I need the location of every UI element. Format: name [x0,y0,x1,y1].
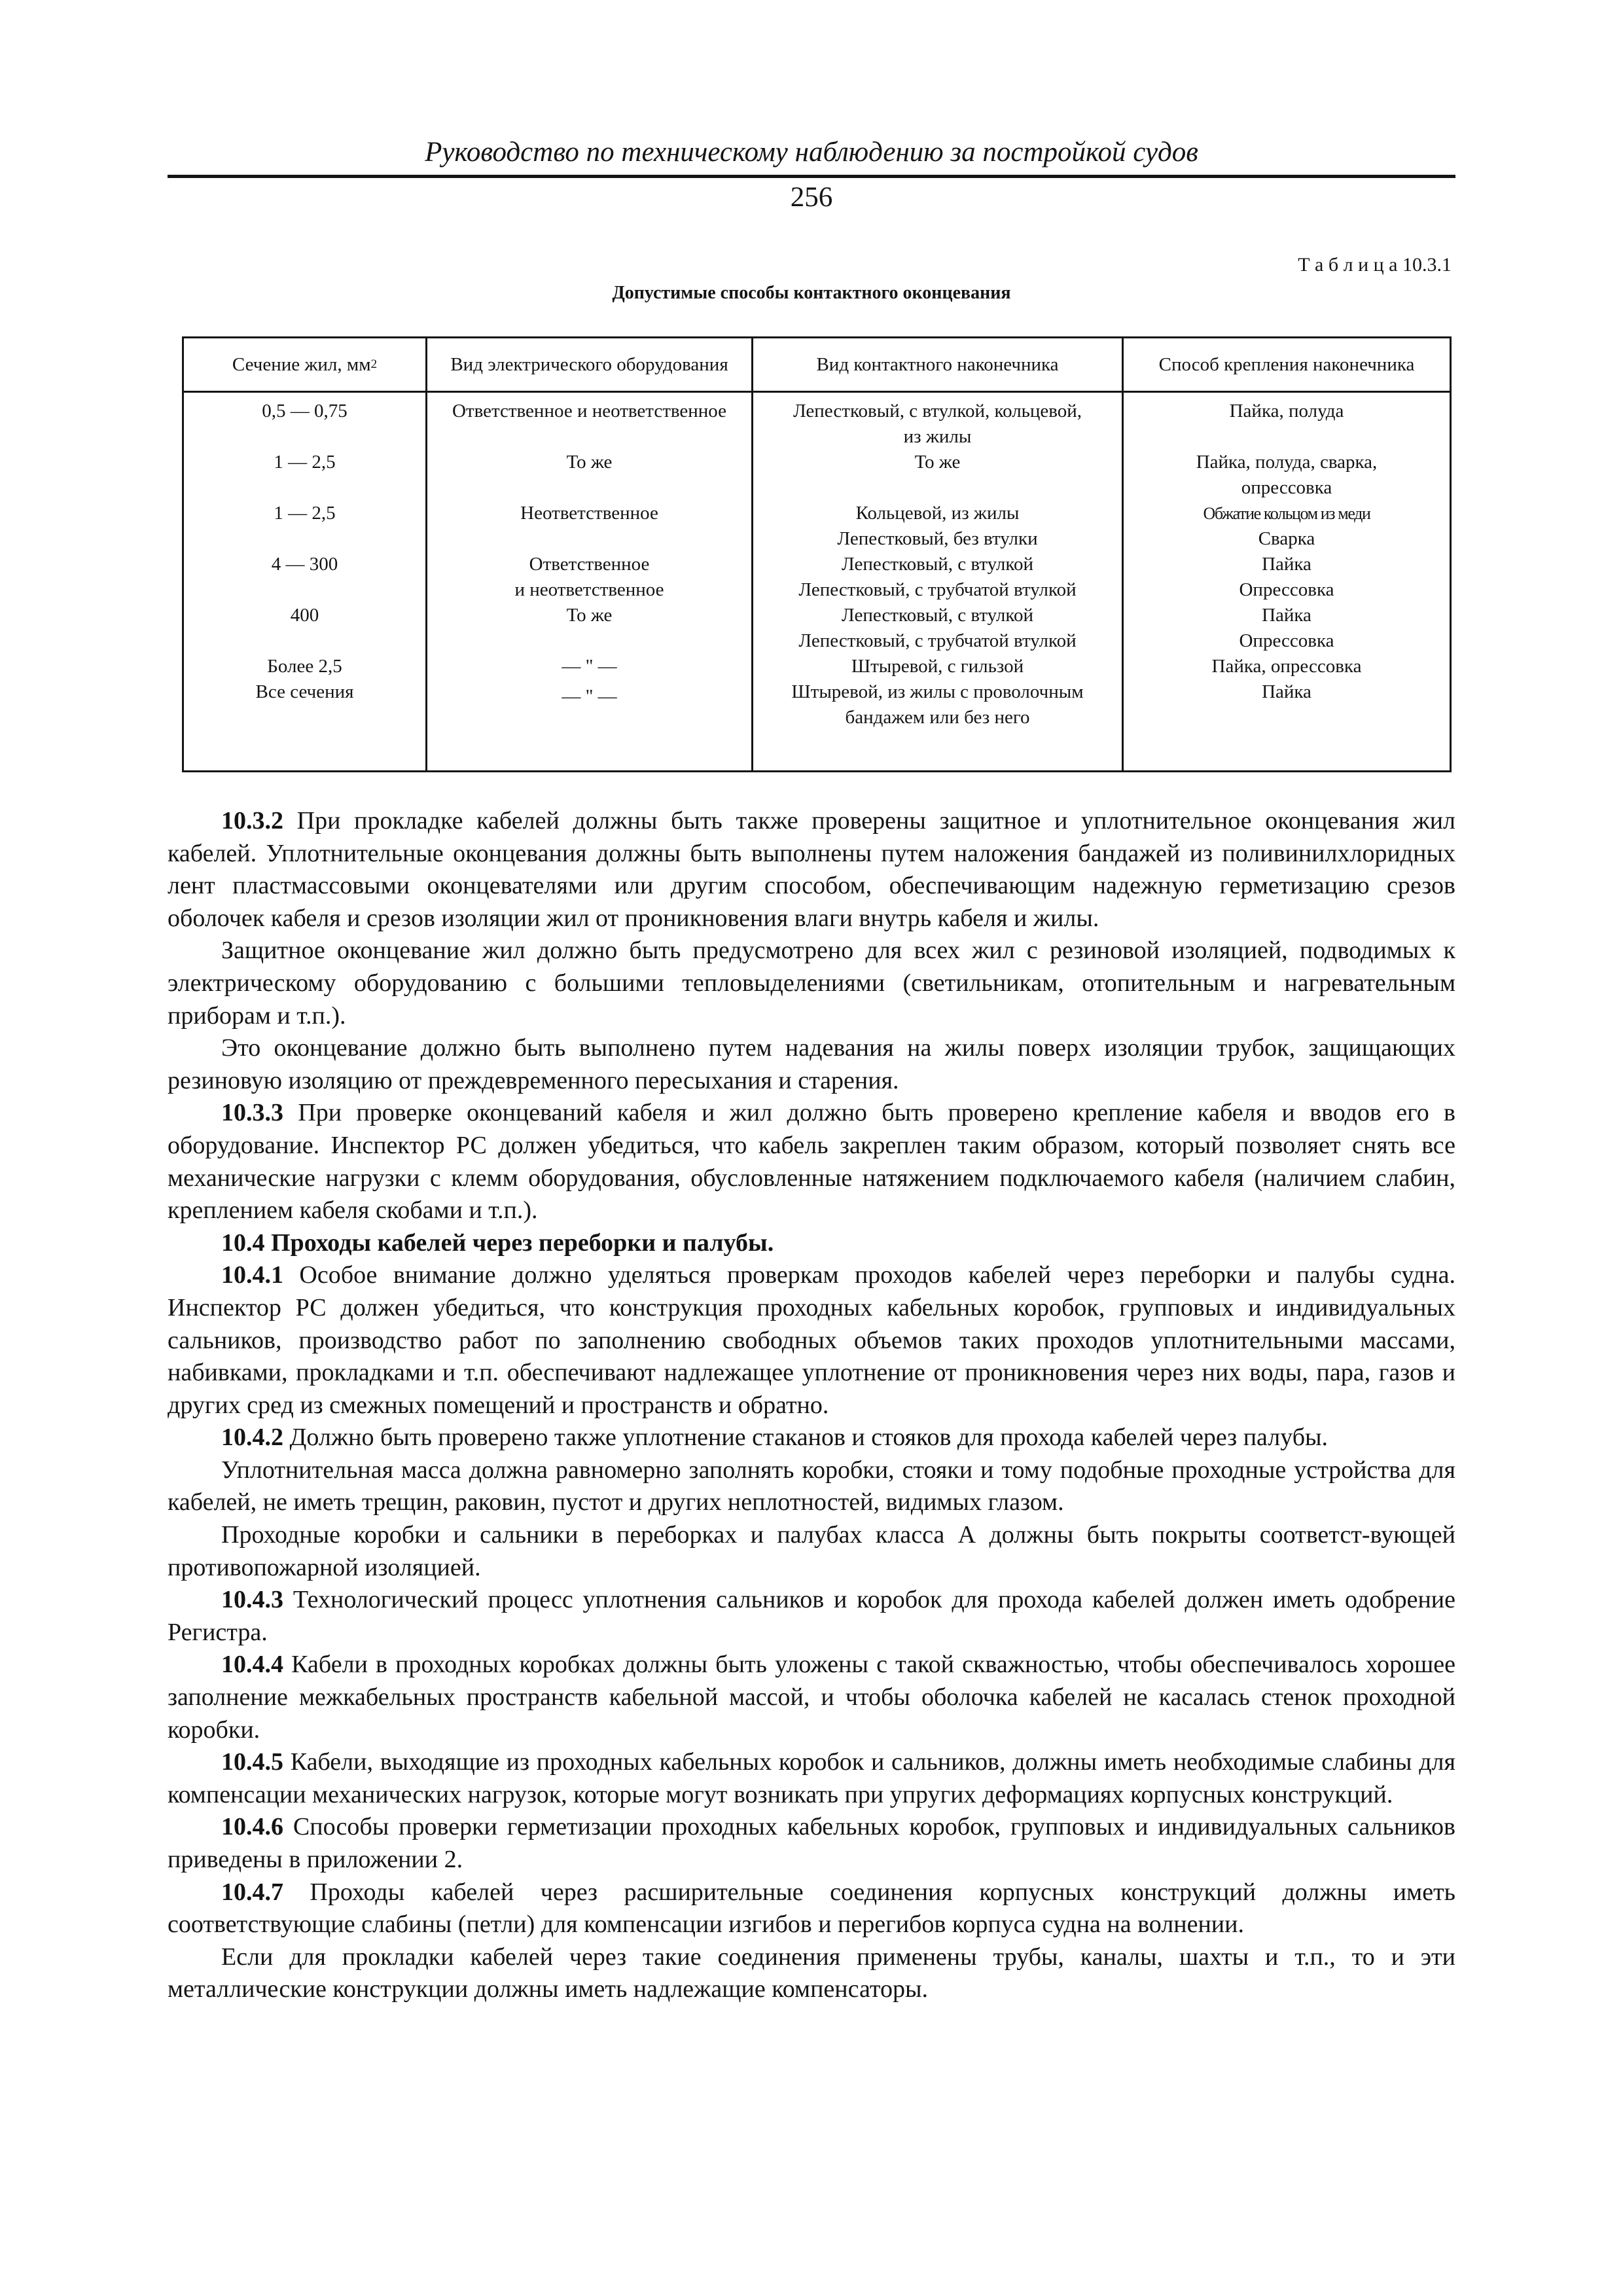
column-header-equipment: Вид электрического оборудования [450,354,728,375]
table-cell-lug: Лепестковый, с втулкой [841,554,1034,575]
table-cell-lug: из жилы [903,426,972,447]
column-header-fixing: Способ крепления наконечника [1158,354,1415,375]
header-rule [168,175,1455,178]
column-header-lug: Вид контактного наконечника [816,354,1059,375]
page-number: 256 [790,182,833,213]
table-cell-lug: Штыревой, с гильзой [851,656,1024,677]
section-heading-10-4: 10.4 Проходы кабелей через переборки и палубы. [221,1229,774,1257]
paragraph-10-4-1: 10.4.1 Особое внимание должно уделяться проверкам проходов кабелей через переборки и палубы судна. Инспектор РС должен убедиться, что конструкция проходных кабельных коробок, групповых и индивидуальных сальников, производство работ по заполнению свободных объемов таких проходов уплотнительными массами, набивками, прокладками и т.п. обеспечивают надлежащее уплотнение от проникновения через них воды, пара, газов и других сред из смежных помещений и пространств и обратно. [168,1261,1455,1419]
paragraph-10-4-2: 10.4.2 Должно быть проверено также уплотнение стаканов и стояков для прохода кабелей через палубы. [221,1424,1329,1452]
table-cell-fixing: Опрессовка [1239,579,1334,600]
table-cell-equipment: То же [566,605,613,626]
paragraph-10-4-3: 10.4.3 Технологический процесс уплотнения сальников и коробок для прохода кабелей должен иметь одобрение Регистра. [168,1586,1455,1646]
table-cell-lug: Кольцевой, из жилы [855,503,1020,524]
table-cell-equipment: Неответственное [520,503,658,524]
table-cell-fixing: опрессовка [1241,477,1332,498]
paragraph-10-4-4: 10.4.4 Кабели в проходных коробках должны быть уложены с такой скважностью, чтобы обеспечивалось хорошее заполнение межкабельных пространств кабельной массой, и чтобы оболочка кабелей не касалась стенок проходной коробки. [168,1651,1455,1744]
table-cell-equipment: и неответственное [514,579,664,600]
table-cell-section: 0,5 — 0,75 [262,401,348,422]
table-cell-lug: Лепестковый, без втулки [837,528,1038,549]
table-cell-equipment: — " — [562,656,617,677]
body-text [168,805,1455,2006]
table-cell-equipment: Ответственное [529,554,650,575]
termination-table [182,336,1452,772]
paragraph: Уплотнительная масса должна равномерно заполнять коробки, стояки и тому подобные проходные устройства для кабелей, не иметь трещин, раковин, пустот и других неплотностей, видимых глазом. [168,1456,1455,1516]
table-label: Т а б л и ц а 10.3.1 [1298,254,1452,276]
table-cell-fixing: Сварка [1258,528,1315,549]
table-cell-fixing: Пайка, полуда [1229,401,1344,422]
table-cell-section: 4 — 300 [271,554,338,575]
table-cell-section: Все сечения [255,681,354,702]
running-title: Руководство по техническому наблюдению за постройкой судов [425,137,1198,168]
table-cell-section: Более 2,5 [267,656,342,677]
paragraph-10-4-7: 10.4.7 Проходы кабелей через расширительные соединения корпусных конструкций должны иметь соответствующие слабины (петли) для компенсации изгибов и перегибов корпуса судна на волнении. [168,1878,1455,1939]
header-divider [184,391,1450,393]
table-cell-fixing: Пайка [1262,605,1311,626]
table-cell-fixing: Обжатие кольцом из меди [1203,504,1370,523]
table-cell-section: 1 — 2,5 [274,503,336,524]
table-cell-lug: Лепестковый, с втулкой, кольцевой, [793,401,1082,422]
paragraph: Если для прокладки кабелей через такие соединения применены трубы, каналы, шахты и т.п., то и эти металлические конструкции должны иметь надлежащие компенсаторы. [168,1943,1455,2003]
table-cell-equipment: То же [566,452,613,473]
table-cell-fixing: Пайка [1262,681,1311,702]
table-cell-lug: Штыревой, из жилы с проволочным [791,681,1084,702]
table-cell-fixing: Опрессовка [1239,630,1334,651]
column-header-section: Сечение жил, мм 2 [232,354,378,375]
table-cell-lug: бандажем или без него [845,707,1030,728]
paragraph: Защитное оконцевание жил должно быть предусмотрено для всех жил с резиновой изоляцией, подводимых к электрическому оборудованию с большими тепловыделениями (светильникам, отопительным и нагревательным приборам и т.п.). [168,937,1455,1030]
table-cell-lug: Лепестковый, с втулкой [841,605,1034,626]
table-cell-equipment: Ответственное и неответственное [452,401,727,422]
table-cell-fixing: Пайка [1262,554,1311,575]
paragraph-10-3-2: 10.3.2 При прокладке кабелей должны быть также проверены защитное и уплотнительное оконцевания жил кабелей. Уплотнительные оконцевания должны быть выполнены путем наложения бандажей из поливинилхлоридных лент пластмассовыми оконцевателями или другим способом, обеспечивающим надежную герметизацию срезов оболочек кабеля и срезов изоляции жил от проникновения влаги внутрь кабеля и жилы. [168,807,1455,932]
paragraph-10-4-5: 10.4.5 Кабели, выходящие из проходных кабельных коробок и сальников, должны иметь необходимые слабины для компенсации механических нагрузок, которые могут возникать при упругих деформациях корпусных конструкций. [168,1748,1455,1808]
table-cell-lug: Лепестковый, с трубчатой втулкой [798,579,1077,600]
table-cell-fixing: Пайка, опрессовка [1211,656,1362,677]
paragraph-10-4-6: 10.4.6 Способы проверки герметизации проходных кабельных коробок, групповых и индивидуальных сальников приведены в приложении 2. [168,1813,1455,1873]
table-cell-section: 400 [290,605,319,626]
table-cell-lug: То же [914,452,961,473]
table-cell-lug: Лепестковый, с трубчатой втулкой [798,630,1077,651]
paragraph: Проходные коробки и сальники в переборках и палубах класса А должны быть покрыты соответст-вующей противопожарной изоляцией. [168,1521,1455,1581]
table-cell-section: 1 — 2,5 [274,452,336,473]
paragraph: Это оконцевание должно быть выполнено путем надевания на жилы поверх изоляции трубок, защищающих резиновую изоляцию от преждевременного пересыхания и старения. [168,1034,1455,1094]
paragraph-10-3-3: 10.3.3 При проверке оконцеваний кабеля и жил должно быть проверено крепление кабеля и вводов его в оборудование. Инспектор РС должен убедиться, что кабель закреплен таким образом, который позволяет снять все механические нагрузки с клемм оборудования, обусловленные натяжением подключаемого кабеля (наличием слабин, креплением кабеля скобами и т.п.). [168,1099,1455,1225]
table-cell-fixing: Пайка, полуда, сварка, [1196,452,1378,473]
table-cell-equipment: — " — [562,686,617,707]
table-title: Допустимые способы контактного оконцевания [612,283,1011,303]
